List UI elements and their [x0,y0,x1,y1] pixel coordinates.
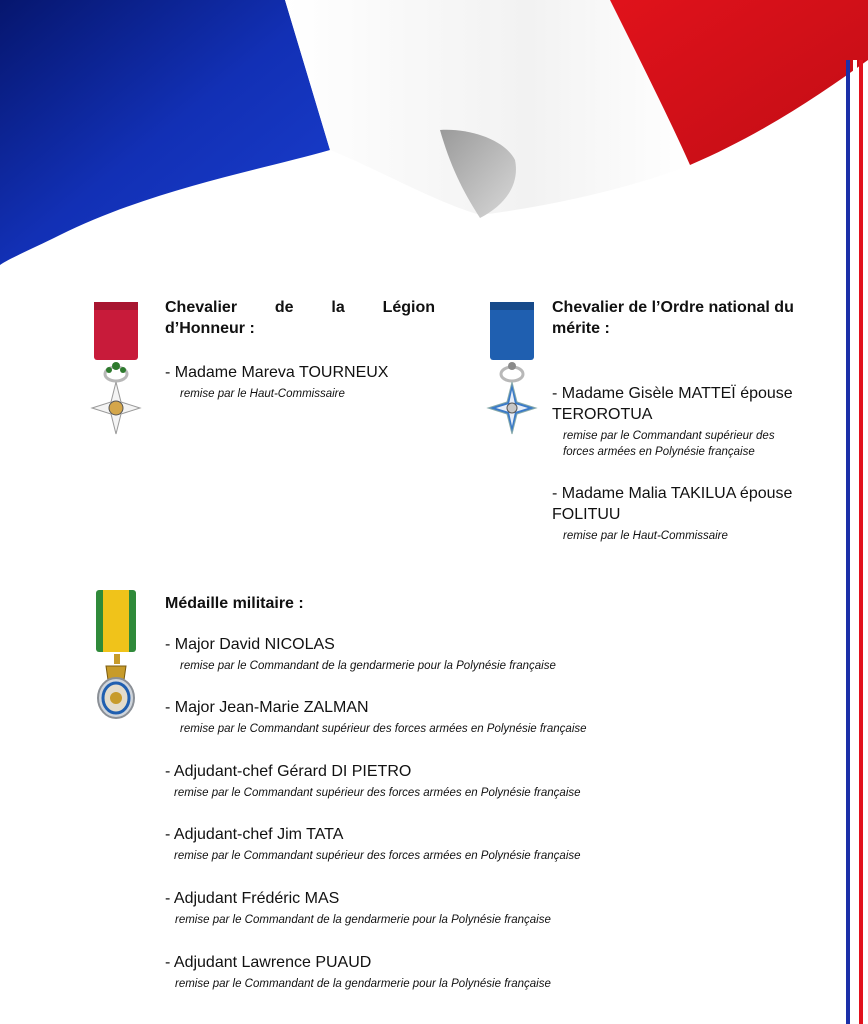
militaire-entry-3-name: - Adjudant-chef Gérard DI PIETRO [165,763,412,780]
militaire-entry-1-by: remise par le Commandant de la gendarmerie pour la Polynésie française [180,660,556,672]
militaire-entry-6-by: remise par le Commandant de la gendarmerie pour la Polynésie française [175,978,551,990]
militaire-entry-1-name: - Major David NICOLAS [165,636,335,653]
militaire-entry-4-name: - Adjudant-chef Jim TATA [165,826,344,843]
militaire-entry-2-name: - Major Jean-Marie ZALMAN [165,699,369,716]
militaire-title: Médaille militaire : [165,595,304,612]
merite-title-line2: mérite : [552,320,610,337]
legion-entry-name: - Madame Mareva TOURNEUX [165,364,389,381]
tricolour-side-stripes [838,60,868,1024]
militaire-entry-5-by: remise par le Commandant de la gendarmerie pour la Polynésie française [175,914,551,926]
legion-honneur-medal [88,298,144,438]
militaire-entry-4-by: remise par le Commandant supérieur des forces armées en Polynésie française [174,850,581,862]
militaire-entry-3-by: remise par le Commandant supérieur des forces armées en Polynésie française [174,787,581,799]
medaille-militaire-medal [88,588,144,728]
french-flag-banner [0,0,868,270]
merite-entry-1-by-line1: remise par le Commandant supérieur des [563,430,775,442]
legion-entry-by: remise par le Haut-Commissaire [180,388,345,400]
merite-title-line1: Chevalier de l’Ordre national du [552,299,794,316]
legion-title-line1: Chevalier de la Légion [165,299,435,316]
legion-title-line2: d’Honneur : [165,320,255,337]
ordre-national-merite-medal [484,298,540,438]
militaire-entry-5-name: - Adjudant Frédéric MAS [165,890,340,907]
merite-entry-2-by-line1: remise par le Haut-Commissaire [563,530,728,542]
merite-entry-1-name-line2: TEROROTUA [552,406,653,423]
merite-entry-1-by-line2: forces armées en Polynésie française [563,446,755,458]
merite-entry-2-name-line2: FOLITUU [552,506,621,523]
militaire-entry-6-name: - Adjudant Lawrence PUAUD [165,954,372,971]
flag-blue-band [0,0,330,265]
merite-entry-1-name-line1: - Madame Gisèle MATTEÏ épouse [552,385,793,402]
merite-entry-2-name-line1: - Madame Malia TAKILUA épouse [552,485,793,502]
militaire-entry-2-by: remise par le Commandant supérieur des forces armées en Polynésie française [180,723,587,735]
